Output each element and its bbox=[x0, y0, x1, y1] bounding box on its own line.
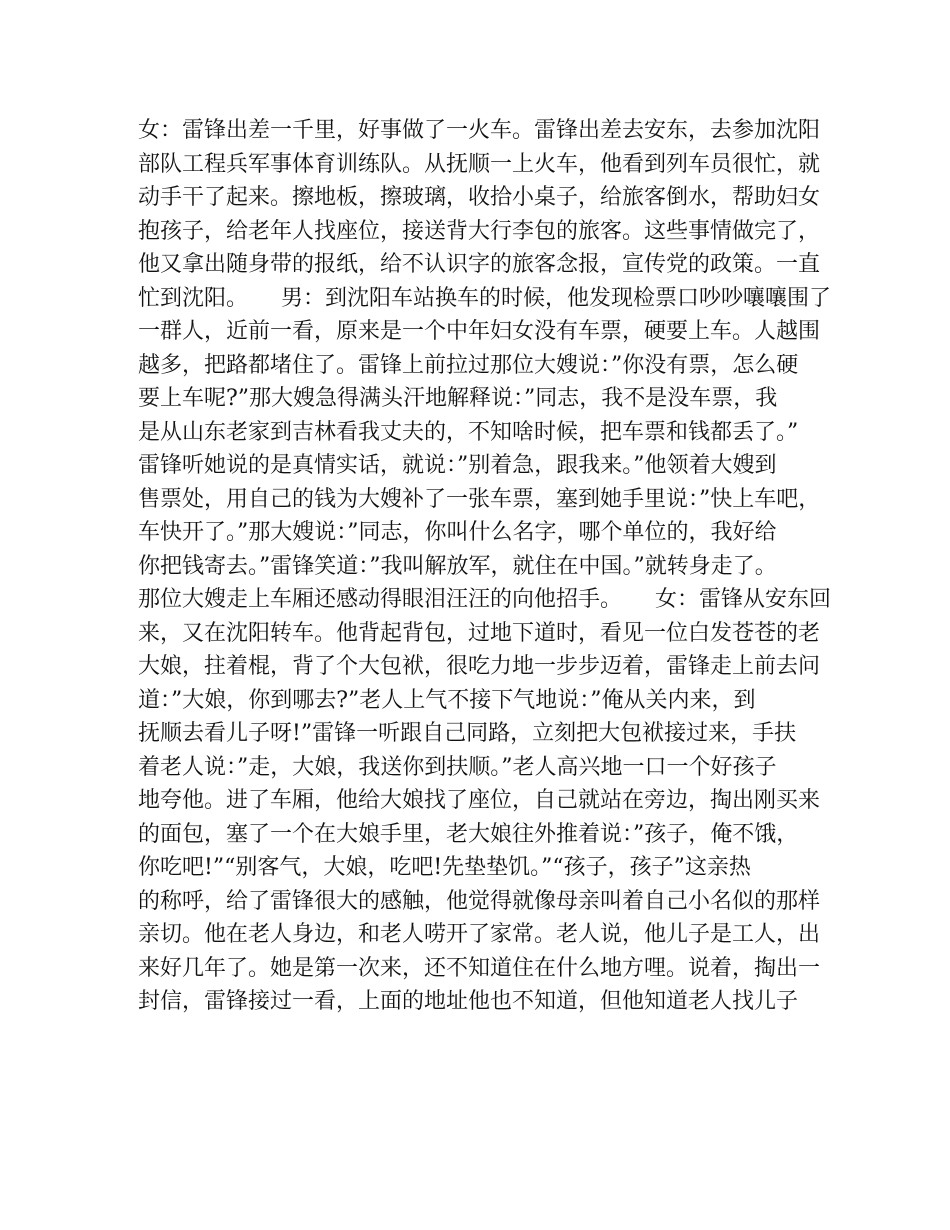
text-line: 大娘，拄着棍，背了个大包袱，很吃力地一步步迈着，雷锋走上前去问 bbox=[138, 654, 821, 679]
text-line: 他又拿出随身带的报纸，给不认识字的旅客念报，宣传党的政策。一直 bbox=[138, 252, 821, 277]
text-line: 来好几年了。她是第一次来，还不知道住在什么地方哩。说着，掏出一 bbox=[138, 955, 821, 981]
text-line: 来，又在沈阳转车。他背起背包，过地下道时，看见一位白发苍苍的老 bbox=[138, 620, 821, 646]
text-line: 亲切。他在老人身边，和老人唠开了家常。老人说，他儿子是工人，出 bbox=[138, 922, 821, 947]
text-line: 那位大嫂走上车厢还感动得眼泪汪汪的向他招手。 女：雷锋从安东回 bbox=[138, 587, 832, 612]
text-line: 你把钱寄去。”雷锋笑道：”我叫解放军，就住在中国。”就转身走了。 bbox=[138, 553, 777, 579]
text-line: 抚顺去看儿子呀!”雷锋一听跟自己同路，立刻把大包袱接过来，手扶 bbox=[138, 721, 797, 746]
text-line: 售票处，用自己的钱为大嫂补了一张车票，塞到她手里说：”快上车吧， bbox=[138, 486, 821, 512]
text-line: 女：雷锋出差一千里，好事做了一火车。雷锋出差去安东，去参加沈阳 bbox=[138, 118, 821, 143]
text-line: 你吃吧!”“别客气，大娘，吃吧!先垫垫饥。”“孩子，孩子”这亲热 bbox=[138, 855, 751, 880]
text-line: 越多，把路都堵住了。雷锋上前拉过那位大嫂说：”你没有票，怎么硬 bbox=[138, 352, 799, 378]
body-text bbox=[138, 114, 832, 1019]
text-line: 的面包，塞了一个在大娘手里，老大娘往外推着说：”孩子，俺不饿， bbox=[138, 821, 799, 847]
text-line: 的称呼，给了雷锋很大的感触，他觉得就像母亲叫着自己小名似的那样 bbox=[138, 888, 821, 914]
text-line: 部队工程兵军事体育训练队。从抚顺一上火车，他看到列车员很忙，就 bbox=[138, 151, 821, 177]
text-line: 忙到沈阳。 男：到沈阳车站换车的时候，他发现检票口吵吵嚷嚷围了 bbox=[138, 285, 832, 311]
text-line: 雷锋听她说的是真情实话，就说：”别着急，跟我来。”他领着大嫂到 bbox=[138, 453, 777, 478]
text-line: 着老人说：”走，大娘，我送你到扶顺。”老人高兴地一口一个好孩子 bbox=[138, 754, 777, 780]
text-line: 是从山东老家到吉林看我丈夫的，不知啥时候，把车票和钱都丢了。” bbox=[138, 419, 799, 445]
text-line: 动手干了起来。擦地板，擦玻璃，收拾小桌子，给旅客倒水，帮助妇女 bbox=[138, 185, 821, 210]
text-line: 要上车呢?”那大嫂急得满头汗地解释说：”同志，我不是没车票，我 bbox=[138, 386, 778, 411]
text-line: 封信，雷锋接过一看，上面的地址他也不知道，但他知道老人找儿子 bbox=[138, 989, 799, 1014]
text-line: 抱孩子，给老年人找座位，接送背大行李包的旅客。这些事情做完了， bbox=[138, 218, 821, 244]
text-line: 地夸他。进了车厢，他给大娘找了座位，自己就站在旁边，掏出刚买来 bbox=[138, 788, 821, 813]
text-line: 一群人，近前一看，原来是一个中年妇女没有车票，硬要上车。人越围 bbox=[138, 319, 821, 344]
text-line: 道：”大娘，你到哪去?”老人上气不接下气地说：”俺从关内来，到 bbox=[138, 687, 756, 713]
text-line: 车快开了。”那大嫂说：”同志，你叫什么名字，哪个单位的，我好给 bbox=[138, 520, 777, 545]
